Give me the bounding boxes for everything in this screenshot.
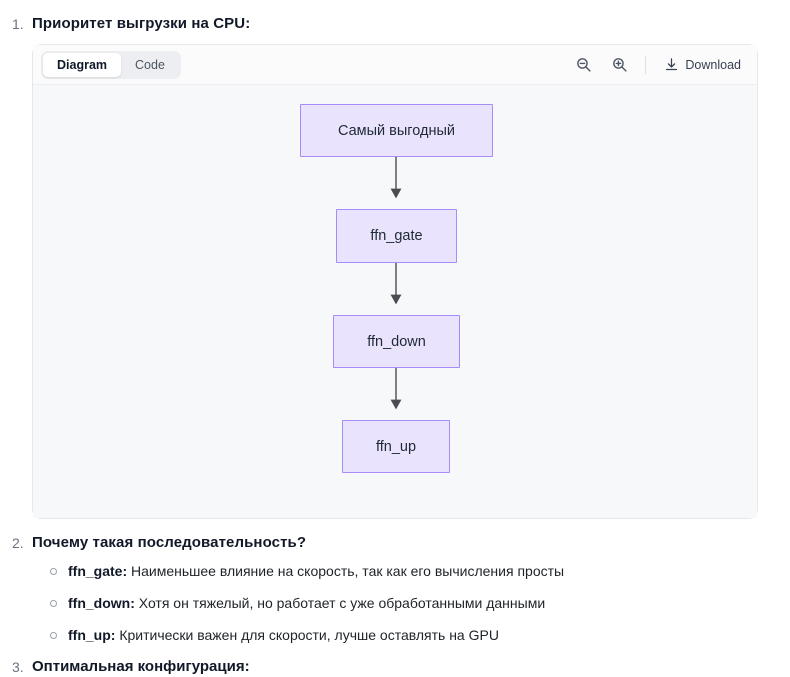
section-heading-config: Оптимальная конфигурация: [32,658,250,675]
list-number: 1. [12,16,24,32]
tab-diagram[interactable]: Diagram [43,53,121,77]
reason-bullet-list [32,561,774,645]
node-ffn-down-label: ffn_down [367,333,426,350]
diagram-canvas[interactable] [33,85,757,518]
bullet-term: ffn_down: [68,595,135,611]
list-item [50,593,774,613]
list-item [50,561,774,581]
tab-code[interactable]: Code [121,53,179,77]
list-item-reason [8,533,774,645]
bullet-text: Критически важен для скорости, лучше оставлять на GPU [115,627,499,643]
node-ffn-down[interactable] [333,315,460,368]
view-mode-switch[interactable] [41,51,181,79]
list-number: 2. [12,535,24,551]
node-ffn-up[interactable] [342,420,450,473]
list-item-priority [8,14,774,519]
node-ffn-gate-label: ffn_gate [370,228,423,244]
node-ffn-up-label: ffn_up [375,438,417,455]
page-title: Приоритет выгрузки на CPU: [32,15,251,32]
list-item-config-clipped [8,657,774,675]
node-best-label: Самый выгодный [337,122,456,139]
list-number: 3. [12,659,24,675]
diagram-toolbar-actions [571,53,745,77]
diagram-toolbar [33,45,757,85]
bullet-text: Наименьшее влияние на скорость, так как его вычисления просты [127,563,565,579]
diagram-card [32,44,758,519]
bullet-text: Хотя он тяжелый, но работает с уже обработанными данными [134,595,546,611]
zoom-in-icon[interactable] [607,53,631,77]
list-item [50,625,774,645]
bullet-term: ffn_up: [68,627,116,643]
toolbar-divider [645,56,646,74]
ordered-list [8,14,774,675]
download-icon [664,57,679,72]
download-button[interactable] [660,54,745,75]
node-ffn-gate[interactable] [336,209,457,263]
node-best[interactable] [300,104,493,157]
zoom-out-icon[interactable] [571,53,595,77]
section-heading-reason: Почему такая последовательность? [32,534,307,551]
download-label: Download [685,57,741,72]
bullet-term: ffn_gate: [68,563,128,579]
